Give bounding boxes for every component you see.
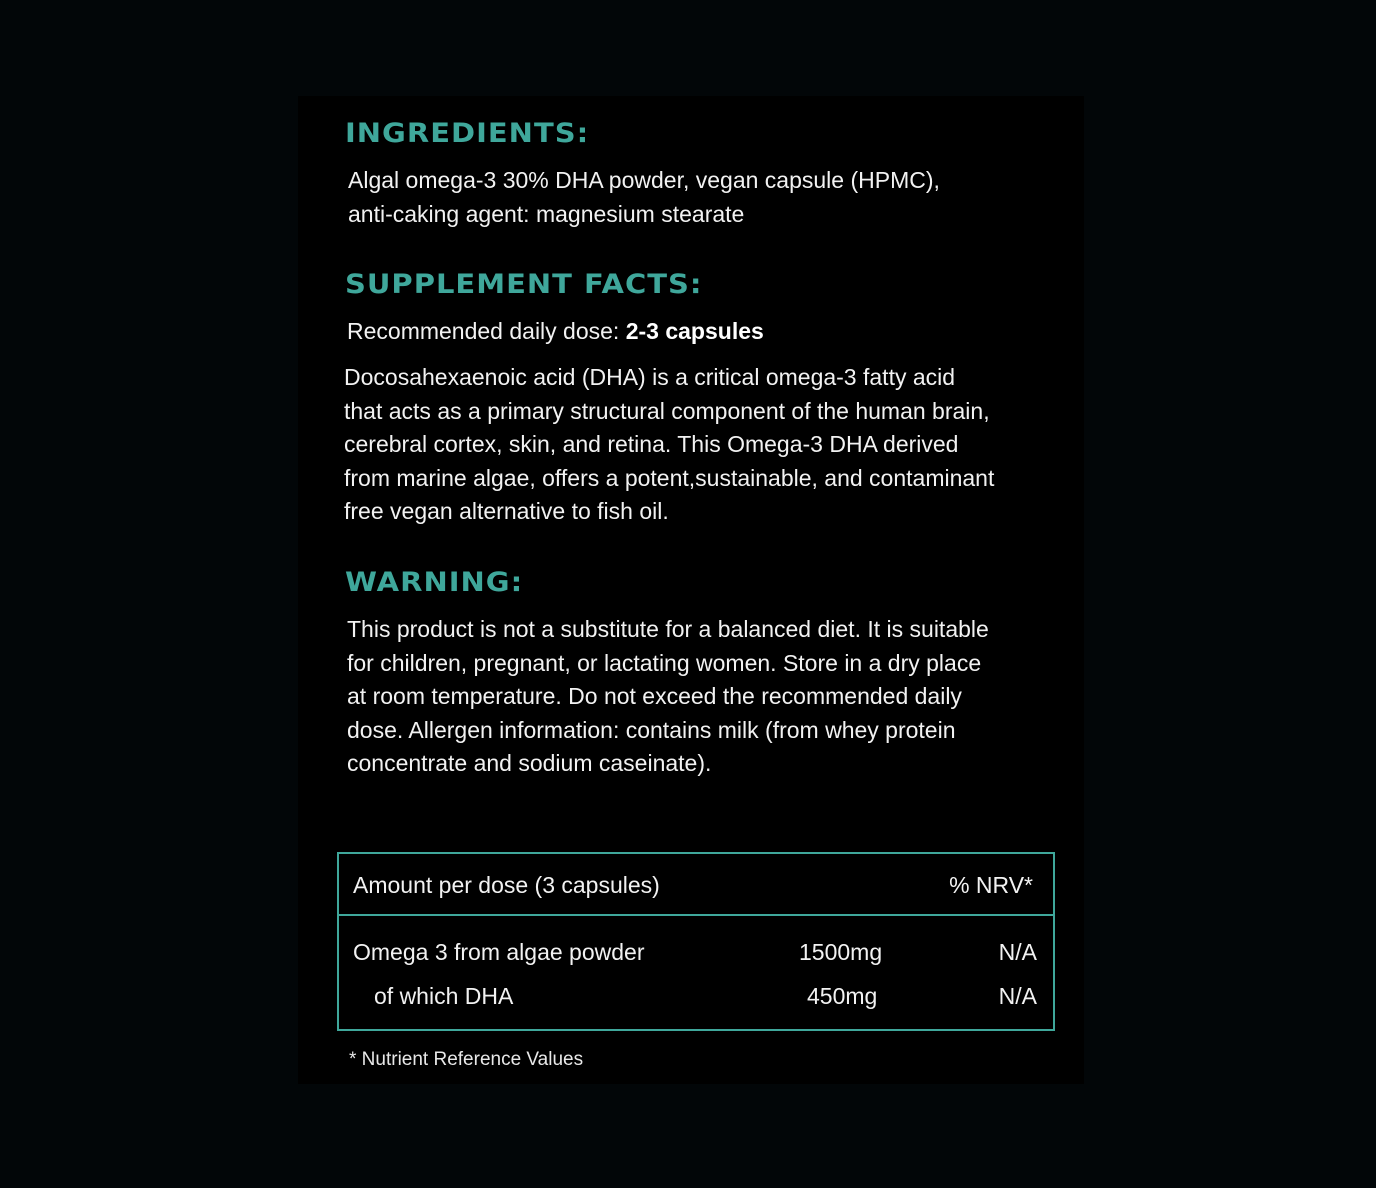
warning-line-5: concentrate and sodium caseinate). <box>347 750 712 776</box>
row-nrv: N/A <box>998 983 1037 1009</box>
description-line-5: free vegan alternative to fish oil. <box>344 498 669 524</box>
ingredients-heading: INGREDIENTS: <box>345 117 590 149</box>
ingredients-line-2: anti-caking agent: magnesium stearate <box>348 201 745 227</box>
dose-label: Recommended daily dose: <box>347 318 626 344</box>
footnote: * Nutrient Reference Values <box>349 1049 584 1070</box>
nutrition-table <box>337 852 1055 1031</box>
ingredients-line-1: Algal omega-3 30% DHA powder, vegan capsule (HPMC), <box>348 167 940 193</box>
warning-line-4: dose. Allergen information: contains milk (from whey protein <box>347 717 956 743</box>
dose-value: 2-3 capsules <box>625 318 764 344</box>
warning-line-3: at room temperature. Do not exceed the recommended daily <box>347 683 962 709</box>
warning-line-1: This product is not a substitute for a balanced diet. It is suitable <box>347 616 989 642</box>
row-name: Omega 3 from algae powder <box>353 939 645 965</box>
description-line-2: that acts as a primary structural component of the human brain, <box>344 398 990 424</box>
warning-heading: WARNING: <box>345 566 524 598</box>
nutrition-table-header <box>339 854 1053 916</box>
warning-line-2: for children, pregnant, or lactating women. Store in a dry place <box>347 650 982 676</box>
header-nrv: % NRV* <box>949 872 1033 898</box>
row-nrv: N/A <box>998 939 1037 965</box>
description-line-3: cerebral cortex, skin, and retina. This Omega-3 DHA derived <box>344 431 959 457</box>
recommended-dose <box>347 315 764 349</box>
row-amount: 450mg <box>807 983 878 1009</box>
header-amount: Amount per dose (3 capsules) <box>353 872 660 898</box>
description-line-1: Docosahexaenoic acid (DHA) is a critical omega-3 fatty acid <box>344 364 956 390</box>
supplement-facts-heading: SUPPLEMENT FACTS: <box>345 268 703 300</box>
description-line-4: from marine algae, offers a potent,sustainable, and contaminant <box>344 465 995 491</box>
row-amount: 1500mg <box>799 939 883 965</box>
row-name: of which DHA <box>374 983 514 1009</box>
